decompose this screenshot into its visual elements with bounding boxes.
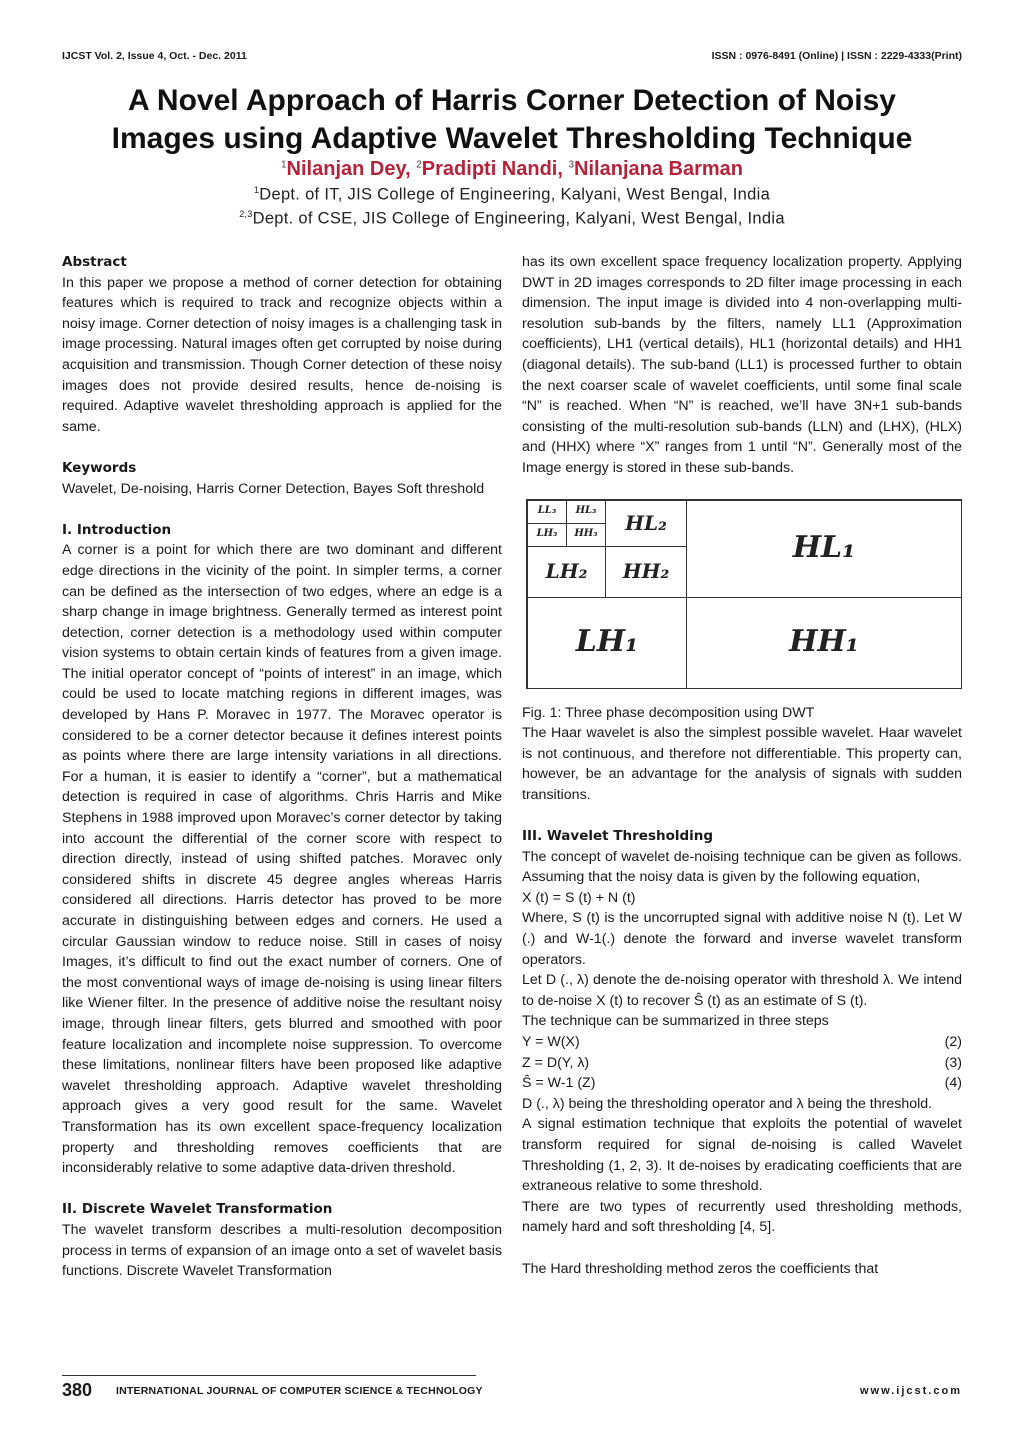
author-3-sup: 3 <box>568 159 575 171</box>
author-2-sup: 2 <box>416 159 422 171</box>
footer-url: www.ijcst.com <box>859 1385 962 1397</box>
dwt-text-continued: has its own excellent space frequency localization property. Applying DWT in 2D images corresponds to 2D filter image processing in each dimension. The input image is divided into 4 non-overlapping multi-resolution sub-bands by the filters, namely LL1 (Approximation coefficients), LH1 (vertical details), HL1 (horizontal details) and HH1 (diagonal details). The sub-band (LL1) is processed further to obtain the next coarser scale of wavelet coefficients, until some final scale “N” is reached. When “N” is reached, we’ll have 3N+1 sub-bands consisting of the multi-resolution sub-bands (LLN) and (LHX), (HLX) and (HHX) where “X” ranges from 1 until “N”. Generally most of the Image energy is stored in these sub-bands. <box>522 254 962 476</box>
equation-2-number: (2) <box>944 1034 962 1051</box>
introduction-heading: I. Introduction <box>62 521 172 538</box>
thresholding-p2: Where, S (t) is the uncorrupted signal with additive noise N (t). Let W (.) and W-1(.) denote the forward and inverse wavelet transform operators. <box>522 910 962 968</box>
header-journal-issue: IJCST Vol. 2, Issue 4, Oct. - Dec. 2011 <box>62 50 247 62</box>
right-column <box>522 252 962 1279</box>
equation-3-expr: Z = D(Y, λ) <box>522 1054 590 1071</box>
subband-hh2: HH₂ <box>605 546 687 598</box>
thresholding-p5: D (., λ) being the thresholding operator and λ being the threshold. <box>522 1095 933 1112</box>
dwt-text: The wavelet transform describes a multi-resolution decomposition process in terms of expansion of an image onto a set of wavelet basis functions. Discrete Wavelet Transformation <box>62 1221 502 1280</box>
thresholding-p1: The concept of wavelet de-noising technique can be given as follows. Assuming that the noisy data is given by the following equation, <box>522 848 962 886</box>
equation-2 <box>522 1032 962 1053</box>
author-1-sup: 1 <box>280 159 287 171</box>
affiliation-1-text: Dept. of IT, JIS College of Engineering, Kalyani, West Bengal, India <box>259 185 771 204</box>
author-1: Nilanjan Dey, <box>286 158 411 180</box>
affiliation-1 <box>0 185 1024 205</box>
abstract-heading: Abstract <box>62 254 127 270</box>
page-number: 380 <box>62 1380 93 1400</box>
left-column <box>62 252 502 1282</box>
subband-lh1: LH₁ <box>527 597 687 689</box>
equation-4-number: (4) <box>944 1075 962 1092</box>
affiliation-2 <box>0 209 1024 229</box>
subband-lh2: LH₂ <box>527 546 606 598</box>
equation-3 <box>522 1053 962 1074</box>
equation-4 <box>522 1073 962 1094</box>
affiliation-2-sup: 2,3 <box>239 209 253 219</box>
subband-lh3: LH₃ <box>527 523 567 547</box>
equation-2-expr: Y = W(X) <box>522 1034 580 1051</box>
title-line-1: A Novel Approach of Harris Corner Detection of Noisy <box>128 84 896 117</box>
footer-journal-name: INTERNATIONAL JOURNAL OF COMPUTER SCIENCE & TECHNOLOGY <box>116 1385 483 1397</box>
running-header <box>62 50 962 62</box>
equation-4-expr: Ŝ = W-1 (Z) <box>522 1075 596 1092</box>
figure-caption: Fig. 1: Three phase decomposition using DWT <box>522 704 815 721</box>
introduction-text: A corner is a point for which there are two dominant and different edge directions in the vicinity of the point. In simpler terms, a corner can be defined as the intersection of two edges, where an edge is a sharp change in image brightness. Generally termed as interest point detection, corner detection is a methodology used within computer vision systems to obtain certain kinds of features from a given image. The initial operator concept of “points of interest” in an image, which could be used to locate matching regions in different images, was developed by Hans P. Moravec in 1977. The Moravec operator is considered to be a corner detector because it defines interest points as points where there are large intensity variations in all directions. For a human, it is easier to identify a “corner”, but a mathematical detection is required in case of algorithms. Chris Harris and Mike Stephens in 1988 improved upon Moravec’s corner detector by taking into account the differential of the corner score with respect to direction directly, instead of using shifted patches. Moravec only considered shifts in discrete 45 degree angles whereas Harris considered all directions. Harris detector has proved to be more accurate in distinguishing between edges and corners. He used a circular Gaussian window to reduce noise. Still in cases of noisy Images, it’s difficult to find out the exact number of corners. One of the most conventional ways of image de-noising is using linear filters like Wiener filter. In the presence of additive noise the resultant noisy image, through linear filters, gets blurred and smoothed with poor feature localization and incomplete noise suppression. To overcome these limitations, nonlinear filters have been proposed like adaptive wavelet thresholding approach. Adaptive wavelet thresholding approach gives a very good result for the same. Wavelet Transformation has its own excellent space-frequency localization property and thresholding removes coefficients that are inconsiderably relative to some adaptive data-driven threshold. <box>62 542 502 1177</box>
thresholding-heading: III. Wavelet Thresholding <box>522 828 714 845</box>
author-2: Pradipti Nandi, <box>421 158 563 180</box>
subband-hh1: HH₁ <box>686 597 962 689</box>
dwt-decomposition-figure <box>526 499 962 689</box>
subband-ll3: LL₃ <box>527 500 567 524</box>
equation-3-number: (3) <box>944 1054 962 1071</box>
thresholding-p7: There are two types of recurrently used thresholding methods, namely hard and soft thresholding [4, 5]. <box>522 1198 962 1236</box>
dwt-heading: II. Discrete Wavelet Transformation <box>62 1201 333 1218</box>
author-3: Nilanjana Barman <box>574 158 743 180</box>
subband-hl1: HL₁ <box>686 500 962 598</box>
footer-rule <box>62 1375 476 1376</box>
subband-hl3: HL₃ <box>566 500 606 524</box>
header-issn: ISSN : 0976-8491 (Online) | ISSN : 2229-4333(Print) <box>711 50 962 62</box>
thresholding-p8: The Hard thresholding method zeros the coefficients that <box>522 1260 879 1277</box>
page-footer <box>62 1378 962 1402</box>
subband-hl2: HL₂ <box>605 500 687 547</box>
haar-text: The Haar wavelet is also the simplest possible wavelet. Haar wavelet is not continuous, and therefore not differentiable. This property can, however, be an advantage for the analysis of signals with sudden transitions. <box>522 725 962 803</box>
author-list <box>0 158 1024 181</box>
affiliation-1-sup: 1 <box>253 185 260 195</box>
equation-1: X (t) = S (t) + N (t) <box>522 889 636 906</box>
abstract-text: In this paper we propose a method of corner detection for obtaining features which is required to track and recognize objects within a noisy image. Corner detection of noisy images is a challenging task in image processing. Natural images often get corrupted by noise during acquisition and transmission. Though Corner detection of these noisy images does not provide desired results, hence de-noising is required. Adaptive wavelet thresholding approach is applied for the same. <box>62 274 502 435</box>
keywords-text: Wavelet, De-noising, Harris Corner Detection, Bayes Soft threshold <box>62 480 485 497</box>
thresholding-p3: Let D (., λ) denote the de-noising operator with threshold λ. We intend to de-noise X (t) to recover Ŝ (t) as an estimate of S (t). <box>522 972 962 1009</box>
affiliation-2-text: Dept. of CSE, JIS College of Engineering, Kalyani, West Bengal, India <box>252 209 785 228</box>
paper-title <box>40 82 984 158</box>
thresholding-p4: The technique can be summarized in three steps <box>522 1013 829 1030</box>
thresholding-p6: A signal estimation technique that exploits the potential of wavelet transform required for signal de-noising is called Wavelet Thresholding (1, 2, 3). It de-noises by eradicating coefficients that are extraneous relative to some threshold. <box>522 1116 962 1195</box>
subband-hh3: HH₃ <box>566 523 606 547</box>
title-line-2: Images using Adaptive Wavelet Thresholding Technique <box>111 122 913 155</box>
keywords-heading: Keywords <box>62 459 137 476</box>
